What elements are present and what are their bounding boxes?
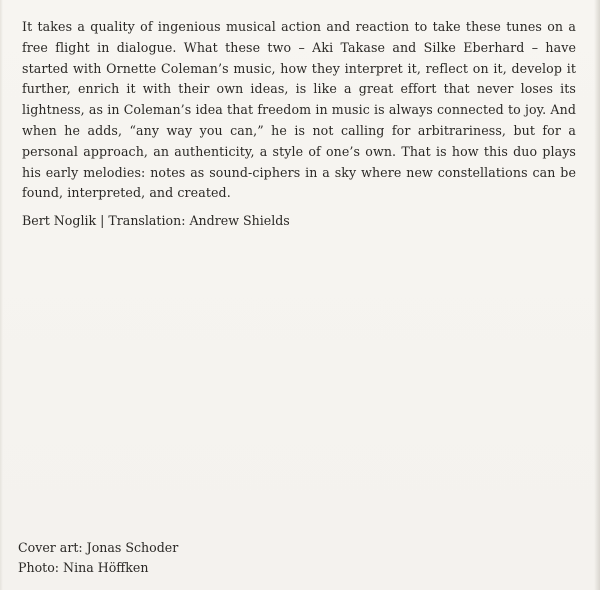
scan-edge-left xyxy=(0,0,3,590)
scan-edge-right xyxy=(594,0,600,590)
cover-art-credit: Cover art: Jonas Schoder xyxy=(18,540,179,555)
author-translator-credit: Bert Noglik | Translation: Andrew Shields xyxy=(22,213,290,228)
footer-credits xyxy=(18,538,178,578)
photo-credit: Photo: Nina Höffken xyxy=(18,560,149,575)
liner-notes-paragraph: It takes a quality of ingenious musical action and reaction to take these tunes on a free flight in dialogue. What these two – Aki Takase and Silke Eberhard – have started with Ornette Coleman’s music, how they interpret it, reflect on it, develop it further, enrich it with their own ideas, is like a great effort that never loses its lightness, as in Coleman’s idea that freedom in music is always connected to joy. And when he adds, “any way you can,” he is not calling for arbitrariness, but for a personal approach, an authenticity, a style of one’s own. That is how this duo plays his early melodies: notes as sound-ciphers in a sky where new constellations can be found, interpreted, and created. xyxy=(22,19,576,201)
